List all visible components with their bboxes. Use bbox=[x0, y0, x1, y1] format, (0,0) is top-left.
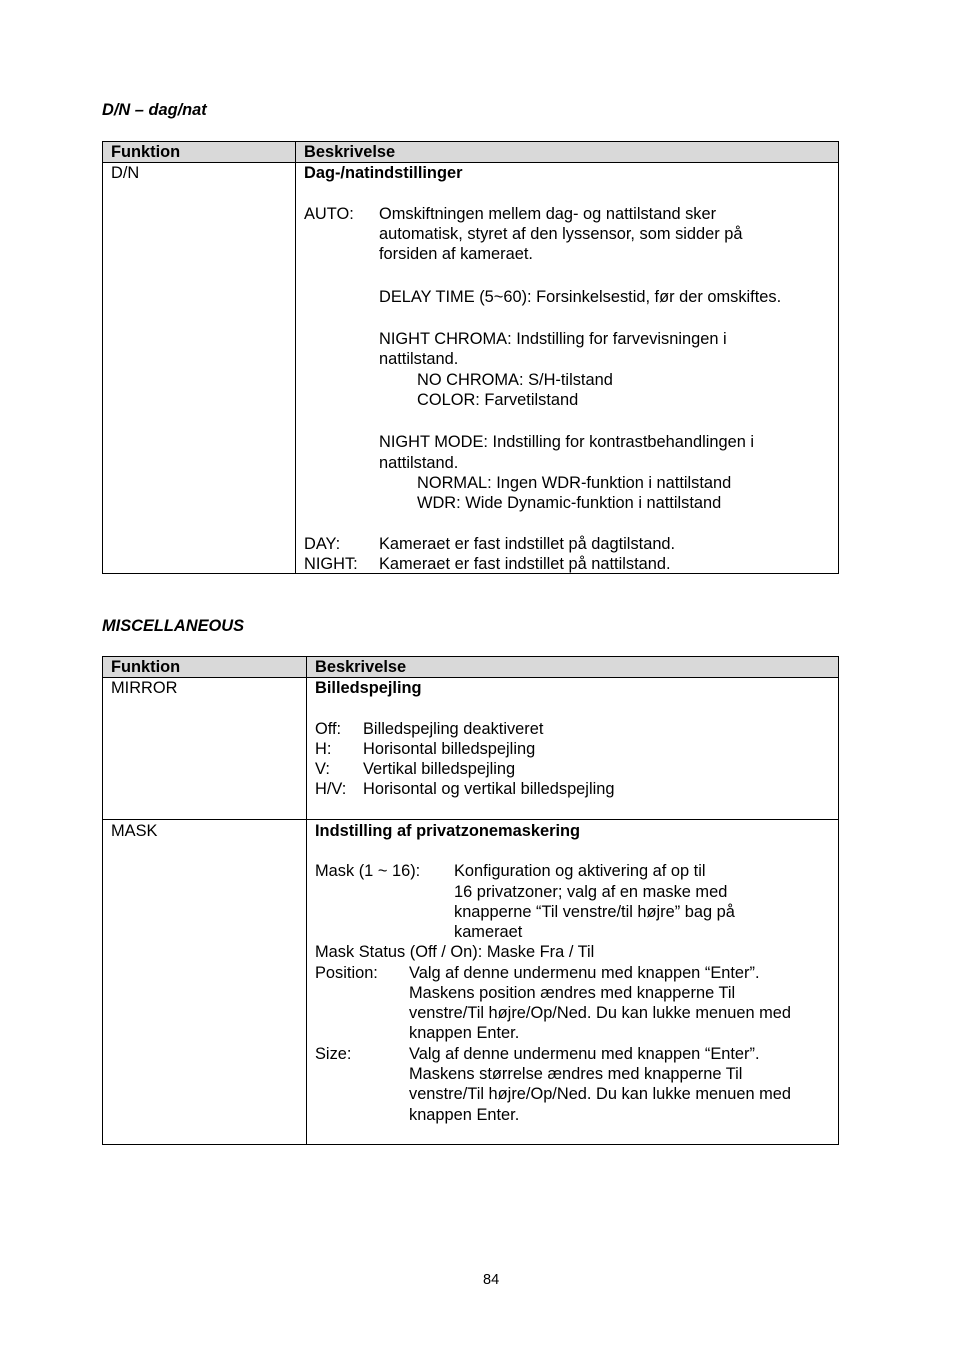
dn-col-beskrivelse: Beskrivelse bbox=[304, 143, 396, 161]
dn-col-funktion: Funktion bbox=[111, 143, 181, 161]
mirror-option-label: V: bbox=[315, 760, 330, 778]
misc-col-beskrivelse: Beskrivelse bbox=[315, 658, 407, 676]
position-line: venstre/Til højre/Op/Ned. Du kan lukke menuen med bbox=[409, 1004, 792, 1022]
mirror-option-text: Vertikal billedspejling bbox=[363, 760, 516, 778]
night-mode-line: NIGHT MODE: Indstilling for kontrastbehandlingen i bbox=[379, 433, 755, 451]
misc-table-header bbox=[102, 656, 839, 678]
auto-line: automatisk, styret af den lyssensor, som sidder på bbox=[379, 225, 743, 243]
mirror-option-label: Off: bbox=[315, 720, 342, 738]
dn-heading: D/N – dag/nat bbox=[102, 101, 207, 119]
night-mode-option: WDR: Wide Dynamic-funktion i nattilstand bbox=[417, 494, 722, 512]
misc-heading: MISCELLANEOUS bbox=[102, 617, 245, 635]
mask-range-label: Mask (1 ~ 16): bbox=[315, 862, 421, 880]
dn-table-header bbox=[102, 141, 839, 163]
size-label: Size: bbox=[315, 1045, 352, 1063]
mask-title: Indstilling af privatzonemaskering bbox=[315, 822, 581, 840]
mask-funktion-cell: MASK bbox=[111, 822, 158, 840]
mirror-title: Billedspejling bbox=[315, 679, 422, 697]
night-text: Kameraet er fast indstillet på nattilstand. bbox=[379, 555, 671, 573]
size-line: Maskens størrelse ændres med knapperne Til bbox=[409, 1065, 743, 1083]
size-line: venstre/Til højre/Op/Ned. Du kan lukke menuen med bbox=[409, 1085, 792, 1103]
mirror-option-text: Horisontal billedspejling bbox=[363, 740, 536, 758]
mirror-option-text: Horisontal og vertikal billedspejling bbox=[363, 780, 615, 798]
night-mode-option: NORMAL: Ingen WDR-funktion i nattilstand bbox=[417, 474, 732, 492]
dn-funktion-cell: D/N bbox=[111, 164, 140, 182]
night-mode-line: nattilstand. bbox=[379, 454, 459, 472]
position-line: Valg af denne undermenu med knappen “Enter”. bbox=[409, 964, 760, 982]
mask-range-line: 16 privatzoner; valg af en maske med bbox=[454, 883, 728, 901]
mirror-funktion-cell: MIRROR bbox=[111, 679, 178, 697]
night-chroma-line: nattilstand. bbox=[379, 350, 459, 368]
position-line: Maskens position ændres med knapperne Til bbox=[409, 984, 736, 1002]
mask-range-line: kameraet bbox=[454, 923, 523, 941]
delay-time-text: DELAY TIME (5~60): Forsinkelsestid, før der omskiftes. bbox=[379, 288, 782, 306]
position-line: knappen Enter. bbox=[409, 1024, 520, 1042]
mirror-option-label: H: bbox=[315, 740, 332, 758]
size-line: Valg af denne undermenu med knappen “Enter”. bbox=[409, 1045, 760, 1063]
page-number: 84 bbox=[483, 1272, 500, 1288]
mirror-option-text: Billedspejling deaktiveret bbox=[363, 720, 544, 738]
night-chroma-option: COLOR: Farvetilstand bbox=[417, 391, 579, 409]
misc-col-funktion: Funktion bbox=[111, 658, 181, 676]
auto-label: AUTO: bbox=[304, 205, 354, 223]
night-chroma-line: NIGHT CHROMA: Indstilling for farvevisningen i bbox=[379, 330, 727, 348]
dn-column-divider bbox=[295, 141, 296, 574]
day-label: DAY: bbox=[304, 535, 341, 553]
night-label: NIGHT: bbox=[304, 555, 358, 573]
auto-line: Omskiftningen mellem dag- og nattilstand sker bbox=[379, 205, 717, 223]
night-chroma-option: NO CHROMA: S/H-tilstand bbox=[417, 371, 613, 389]
mirror-option-label: H/V: bbox=[315, 780, 347, 798]
mask-range-line: knapperne “Til venstre/til højre” bag på bbox=[454, 903, 735, 921]
mask-status-text: Mask Status (Off / On): Maske Fra / Til bbox=[315, 943, 595, 961]
misc-column-divider bbox=[306, 656, 307, 1145]
day-text: Kameraet er fast indstillet på dagtilstand. bbox=[379, 535, 676, 553]
misc-row-divider bbox=[102, 819, 839, 820]
dn-row-title: Dag-/natindstillinger bbox=[304, 164, 463, 182]
mask-range-line: Konfiguration og aktivering af op til bbox=[454, 862, 706, 880]
auto-line: forsiden af kameraet. bbox=[379, 245, 533, 263]
size-line: knappen Enter. bbox=[409, 1106, 520, 1124]
position-label: Position: bbox=[315, 964, 378, 982]
